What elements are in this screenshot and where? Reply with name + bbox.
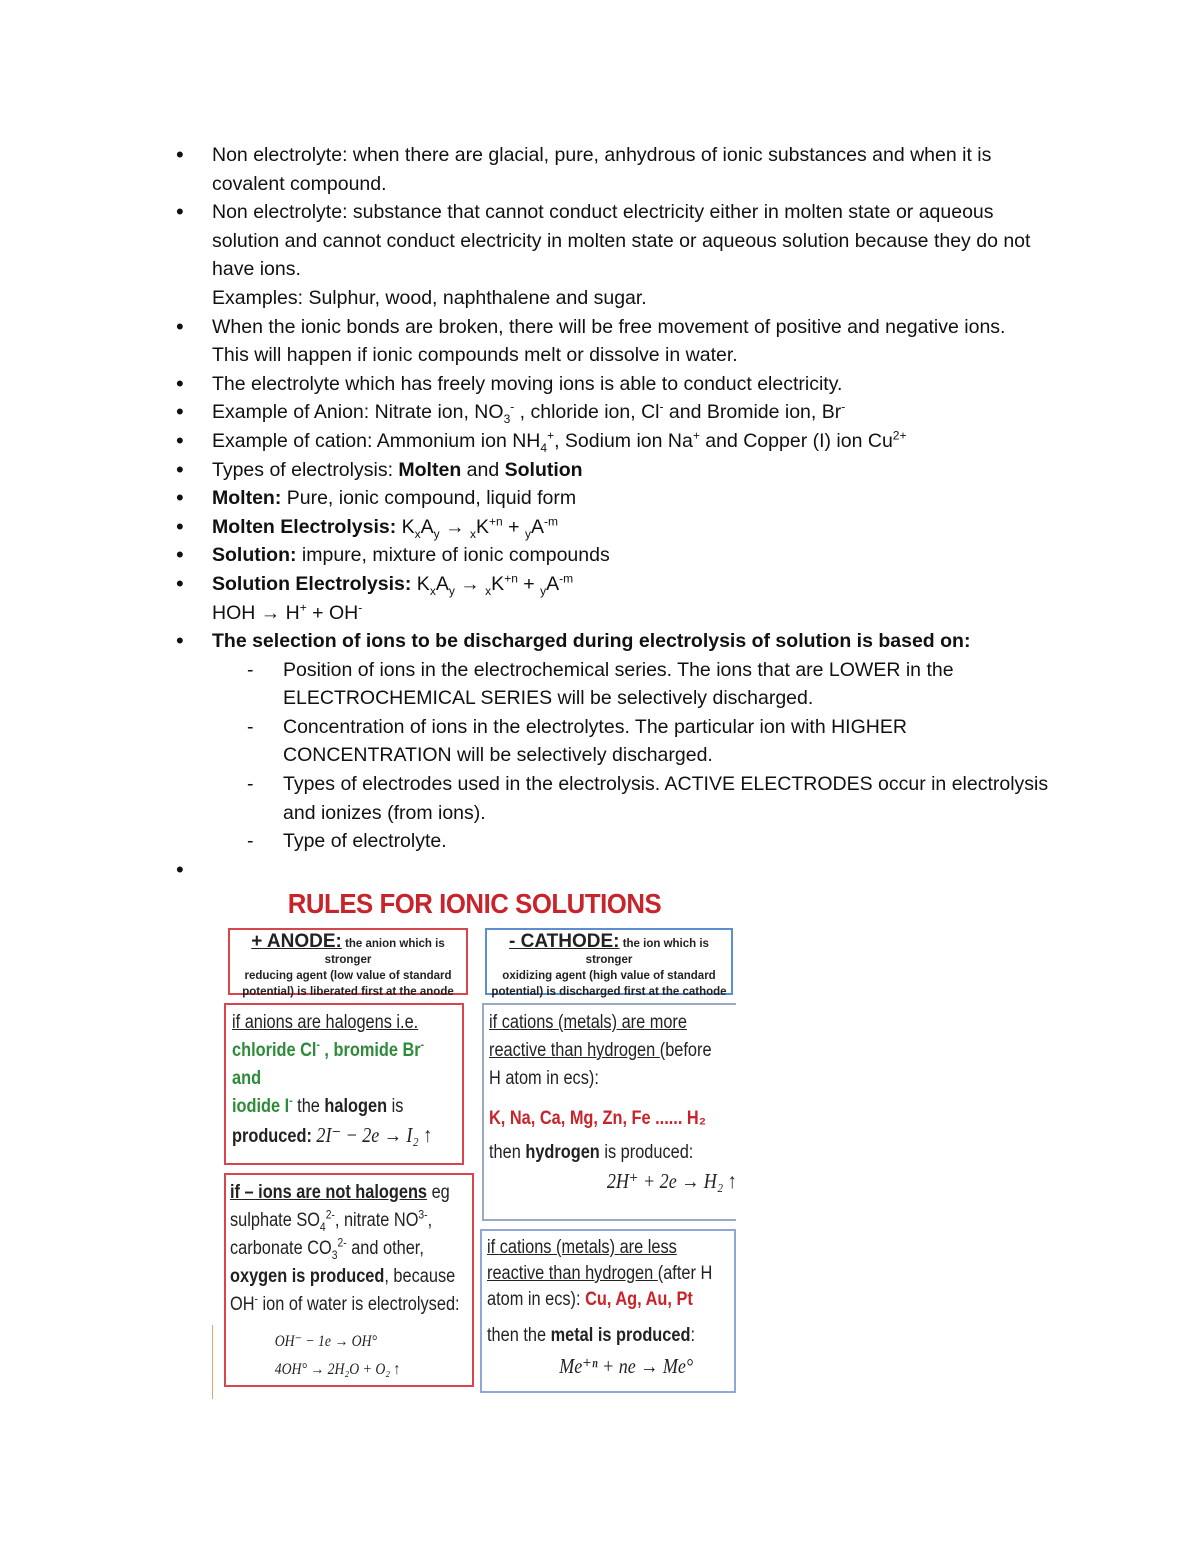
cathode-header-box: - CATHODE: the ion which is stronger oxidizing agent (high value of standard potential) is discharged first at the cathode bbox=[485, 928, 733, 995]
bullet-list bbox=[212, 141, 1072, 884]
rules-figure bbox=[212, 885, 740, 1400]
list-item: • The electrolyte which has freely moving ions is able to conduct electricity. bbox=[212, 370, 1072, 399]
hydroxide-equation-2: 4OH° → 2H₂O + O₂ ↑ bbox=[274, 1361, 401, 1378]
less-reactive-box: if cations (metals) are less reactive than hydrogen (after H atom in ecs): Cu, Ag, Au, Pt then the metal is produced: Me⁺ⁿ + ne → Me° bbox=[480, 1229, 736, 1393]
more-reactive-box: if cations (metals) are more reactive than hydrogen (before H atom in ecs): K, Na, Ca, Mg, Zn, Fe ...... H₂ then hydrogen is produced: 2H⁺ + 2e → H₂ ↑ bbox=[482, 1003, 736, 1221]
halogen-equation: 2I⁻ − 2e → I₂ ↑ bbox=[316, 1123, 433, 1147]
sub-item: - Type of electrolyte. bbox=[283, 827, 1072, 856]
list-item: • When the ionic bonds are broken, there will be free movement of positive and negative ions. This will happen if ionic compounds melt or dissolve in water. bbox=[212, 313, 1072, 370]
list-item: • Non electrolyte: substance that cannot conduct electricity either in molten state or aqueous solution and cannot conduct electricity in molten state or aqueous solution because they do not have ions. Examples: Sulphur, wood, naphthalene and sugar. bbox=[212, 198, 1072, 312]
list-item-molten-electrolysis: • Molten Electrolysis: $K_xA_y \to _xK^{+n} + _yA^{-m}$ bbox=[212, 513, 1072, 542]
metal-equation: Me⁺ⁿ + ne → Me° bbox=[559, 1354, 694, 1378]
divider-line bbox=[212, 1325, 213, 1399]
halogens-box: if anions are halogens i.e. chloride Cl- , bromide Br- and iodide I- the halogen is produced: 2I⁻ − 2e → I₂ ↑ bbox=[224, 1003, 464, 1165]
sub-item: - Concentration of ions in the electrolytes. The particular ion with HIGHER CONCENTRATION will be selectively discharged. bbox=[283, 713, 1072, 770]
list-item-figure bbox=[212, 856, 1072, 885]
list-item-cation-example: • Example of cation: Ammonium ion $NH_4^+$, Sodium ion Na+ and Copper (I) ion $Cu^{2+}$ bbox=[212, 427, 1072, 456]
nonhalogens-box: if – ions are not halogens eg sulphate $SO_4^{2-}$, nitrate $NO^{3-}$, carbonate $CO_3^{2-}$ and other, oxygen is produced, because OH- ion of water is electrolysed: OH⁻ − 1e → OH° 4OH° → 2H₂O + O₂ ↑ bbox=[224, 1173, 474, 1387]
list-item: • Non electrolyte: when there are glacial, pure, anhydrous of ionic substances and when it is covalent compound. bbox=[212, 141, 1072, 198]
noble-metals-list: Cu, Ag, Au, Pt bbox=[585, 1289, 693, 1310]
figure-title: RULES FOR IONIC SOLUTIONS bbox=[287, 888, 662, 919]
list-item-molten: • Molten: Pure, ionic compound, liquid form bbox=[212, 484, 1072, 513]
list-item-types: • Types of electrolysis: Molten and Solution bbox=[212, 456, 1072, 485]
selection-sublist bbox=[212, 656, 1072, 856]
sub-item: - Position of ions in the electrochemical series. The ions that are LOWER in the ELECTROCHEMICAL SERIES will be selectively discharged. bbox=[283, 656, 1072, 713]
reactive-metals-list: K, Na, Ca, Mg, Zn, Fe ...... H₂ bbox=[489, 1108, 706, 1129]
list-item-solution-electrolysis: • Solution Electrolysis: $K_xA_y \to _xK^{+n} + _yA^{-m}$ HOH → H+ + OH- bbox=[212, 570, 1072, 627]
hydroxide-equation-1: OH⁻ − 1e → OH° bbox=[274, 1333, 378, 1350]
sub-item: - Types of electrodes used in the electrolysis. ACTIVE ELECTRODES occur in electrolysis and ionizes (from ions). bbox=[283, 770, 1072, 827]
list-item-anion-example: • Example of Anion: Nitrate ion, $NO_3^-$ , chloride ion, Cl- and Bromide ion, Br- bbox=[212, 398, 1072, 427]
anode-header-box: + ANODE: the anion which is stronger reducing agent (low value of standard potential) is liberated first at the anode bbox=[228, 928, 468, 995]
list-item-selection: • The selection of ions to be discharged during electrolysis of solution is based on: - Position of ions in the electrochemical series. The ions that are LOWER in the ELECTROCHEMICAL SERIES will be selectively discharged. - Concentration of ions in the electrolytes. The particular ion with HIGHER CONCENTRATION will be selectively discharged. - Types of electrodes used in the electrolysis. ACTIVE ELECTRODES occur in electrolysis and ionizes (from ions). - Type of electrolyte. bbox=[212, 627, 1072, 856]
hydrogen-equation: 2H⁺ + 2e → H₂ ↑ bbox=[606, 1169, 737, 1193]
list-item-solution: • Solution: impure, mixture of ionic compounds bbox=[212, 541, 1072, 570]
